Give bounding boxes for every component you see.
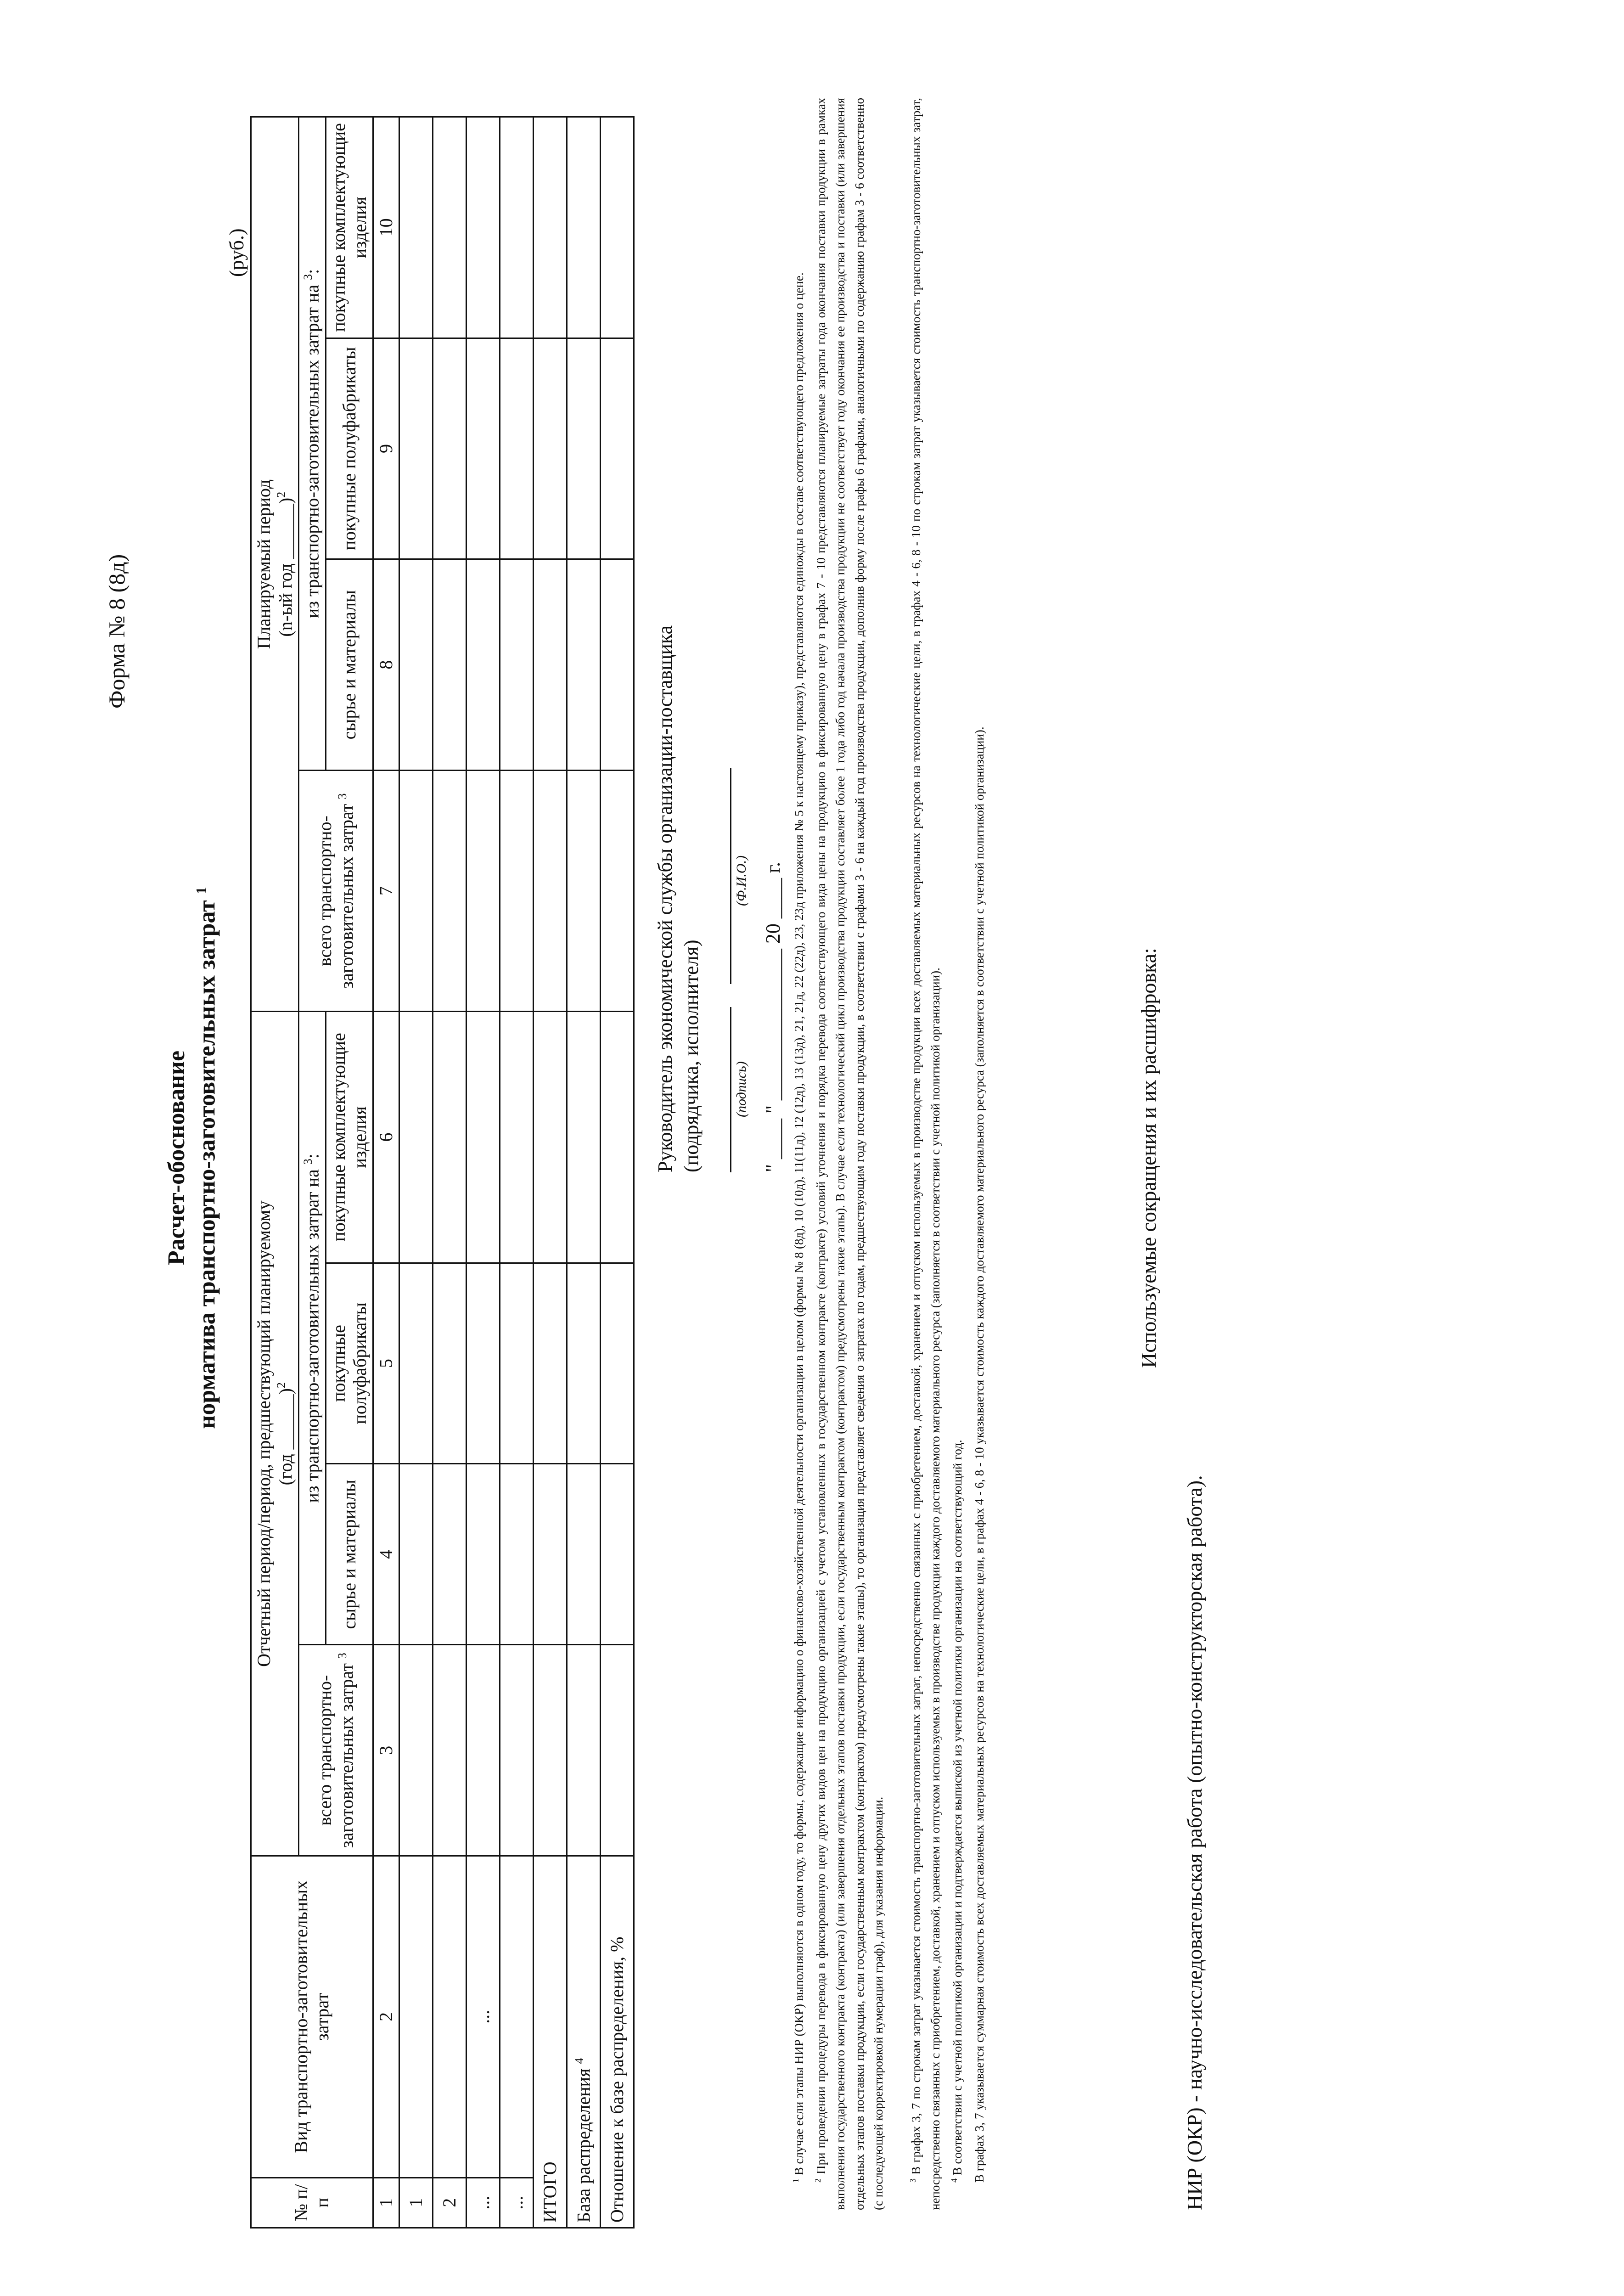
ratio-row [600, 117, 634, 2228]
table-cell [533, 1012, 567, 1263]
table-cell [466, 559, 500, 771]
footnote-mark: 4 [572, 2058, 586, 2064]
header-components: покупные комплектующие изделия [326, 1012, 373, 1263]
table-cell [433, 559, 466, 771]
date-quote-close: " [762, 1105, 784, 1114]
table-cell [533, 559, 567, 771]
footnote-text: В соответствии с учетной политикой организации и подтверждается выпиской из учетной политики организации на соответствующий год. [950, 1440, 964, 2176]
table-cell [399, 559, 433, 771]
header-reporting-period [251, 1012, 299, 1856]
table-cell [500, 1012, 533, 1263]
table-cell [533, 117, 567, 338]
table-cell [567, 338, 600, 559]
col-number: 9 [373, 338, 399, 559]
table-cell [433, 770, 466, 1011]
col-number: 1 [373, 2178, 399, 2228]
footnote [970, 98, 989, 2210]
header-raw-materials: сырье и материалы [326, 1464, 373, 1645]
table-cell [399, 117, 433, 338]
of-which-label: из транспортно-заготовительных затрат на [302, 284, 323, 619]
table-cell [533, 338, 567, 559]
row-number: 1 [399, 2178, 433, 2228]
table-cell [466, 1263, 500, 1464]
date-year: 20 [762, 923, 784, 944]
header-of-which-reporting [299, 1012, 326, 1645]
col-number: 3 [373, 1645, 399, 1856]
footnote [812, 98, 888, 2210]
table-cell [399, 1012, 433, 1263]
signature-line[interactable] [730, 1007, 731, 1172]
table-cell [533, 1645, 567, 1856]
document-subtitle [193, 0, 220, 2296]
col-number: 10 [373, 117, 399, 338]
table-cell [567, 1012, 600, 1263]
col-number: 4 [373, 1464, 399, 1645]
table-cell [600, 559, 634, 771]
table-cell [533, 1263, 567, 1464]
form-number: Форма № 8 (8д) [104, 554, 129, 709]
header-semi-products: покупные полуфабрикаты [326, 338, 373, 559]
footnote-mark: 3 [908, 2178, 918, 2183]
base-label-cell [567, 1856, 600, 2228]
table-cell [433, 117, 466, 338]
total-label-cell: ИТОГО [533, 1856, 567, 2228]
footnote-mark: 1 [193, 887, 209, 895]
of-which-label: из транспортно-заготовительных затрат на [302, 1169, 323, 1503]
table-cell [600, 1263, 634, 1464]
row-kind [500, 1856, 533, 2178]
table-cell [500, 1263, 533, 1464]
header-kind: Вид транспортно-заготовительных затрат [251, 1856, 373, 2178]
transport-costs-table [250, 116, 635, 2228]
footnote [907, 98, 945, 2210]
reporting-year-label: (год ______) [275, 1388, 296, 1486]
table-cell [466, 338, 500, 559]
ratio-label-cell: Отношение к базе распределения, % [600, 1856, 634, 2228]
table-cell [600, 1012, 634, 1263]
header-of-which-planned [299, 117, 326, 771]
date-suffix: г. [762, 861, 784, 873]
name-caption: (Ф.И.О.) [734, 855, 749, 906]
total-label: всего транспортно-заготовительных затрат [314, 804, 357, 989]
title-line-2: норматива транспортно-заготовительных затрат [194, 900, 220, 1429]
of-which-colon: : [302, 269, 323, 274]
reporting-period-year [275, 1017, 296, 1851]
table-cell [399, 338, 433, 559]
table-cell [567, 770, 600, 1011]
col-number: 5 [373, 1263, 399, 1464]
table-cell [500, 770, 533, 1011]
header-num: № п/п [251, 2178, 373, 2228]
table-cell [433, 1645, 466, 1856]
table-cell [433, 1012, 466, 1263]
name-line[interactable] [730, 768, 731, 984]
table-cell [600, 338, 634, 559]
table-cell [433, 1263, 466, 1464]
table-cell [600, 770, 634, 1011]
table-cell [500, 559, 533, 771]
header-raw-materials: сырье и материалы [326, 559, 373, 771]
header-planned-period [251, 117, 299, 1012]
table-cell [567, 1464, 600, 1645]
table-row [433, 117, 466, 2228]
signature-title: Руководитель экономической службы организации-поставщика [654, 625, 676, 1172]
signature-block [652, 625, 784, 1172]
abbreviations-title: Используемые сокращения и их расшифровка: [1137, 948, 1160, 1368]
reporting-period-title: Отчетный период/период, предшествующий планируемому [253, 1200, 274, 1667]
col-number: 6 [373, 1012, 399, 1263]
footnote-text: При проведении процедуры перевода в фиксированную цену других видов цен на продукцию организацией с учетом установленных в государственном контракте (контракте) условий уточнения и порядка перевода соответствующего вида цены на продукцию в фиксированную цену в графах 7 - 10 представляются планируемые затраты года окончания поставки продукции в рамках выполнения государственного контракта (контракта) (или завершения отдельных этапов поставки продукции, если государственным контрактом (контрактом) предусмотрены такие этапы). В случае если технологический цикл производства продукции составляет более 1 года либо год начала производства продукции не соответствует году окончания ее производства и поставки (или завершения отдельных этапов поставки продукции, если государственным контрактом (контрактом) предусмотрены такие этапы), то организация представляет сведения о затратах по годам, предшествующим году поставки продукции, в соответствии с графами 3 - 6 на каждый год производства продукции, дополнив форму после графы 6 графами, аналогичными по содержанию графам 3 - 6 соответственно (с последующей корректировкой нумерации граф), для указания информации. [814, 98, 886, 2210]
footnote-mark: 4 [949, 2178, 959, 2183]
table-cell [600, 1645, 634, 1856]
footnote-mark: 1 [791, 2178, 800, 2183]
footnotes [790, 98, 992, 2210]
row-number: 2 [433, 2178, 466, 2228]
table-cell [500, 338, 533, 559]
table-cell [466, 117, 500, 338]
header-semi-products: покупные полуфабрикаты [326, 1263, 373, 1464]
table-cell [500, 1645, 533, 1856]
header-components: покупные комплектующие изделия [326, 117, 373, 338]
footnote-mark: 3 [301, 1159, 315, 1165]
table-cell [466, 770, 500, 1011]
table-cell [399, 770, 433, 1011]
col-number: 2 [373, 1856, 399, 2178]
table-cell [533, 770, 567, 1011]
date-quote-open: " [762, 1164, 784, 1172]
footnote-mark: 3 [301, 274, 315, 280]
signature-caption: (подпись) [734, 1061, 749, 1117]
table-cell [399, 1263, 433, 1464]
col-number: 8 [373, 559, 399, 771]
table-cell [466, 1645, 500, 1856]
footnote [790, 98, 809, 2210]
footnote-text: В графах 3, 7 по строкам затрат указывается стоимость транспортно-заготовительных затрат, непосредственно связанных с приобретением, доставкой, хранением и отпуском используемых в производстве продукции всех доставляемых материальных ресурсов на технологические цели, в графах 4 - 6, 8 - 10 по строкам затрат указывается стоимость транспортно-заготовительных затрат, непосредственно связанных с приобретением, доставкой, хранением и отпуском используемых в производстве продукции каждого доставляемого материального ресурса (заполняется в соответствии с учетной политикой организации). [909, 98, 943, 2210]
footnote-mark: 3 [335, 793, 349, 799]
table-cell [399, 1464, 433, 1645]
row-number: ... [466, 2178, 500, 2228]
table-cell [466, 1012, 500, 1263]
footnote-mark: 3 [335, 1653, 349, 1659]
footnote [948, 98, 967, 2210]
footnote-mark: 2 [275, 1382, 288, 1389]
table-cell [466, 1464, 500, 1645]
table-cell [567, 1263, 600, 1464]
col-number: 7 [373, 770, 399, 1011]
planned-period-title: Планируемый период [253, 479, 274, 649]
row-kind [433, 1856, 466, 2178]
date-line: " ____ " _______________ 20 ____ г. [762, 861, 784, 1172]
document-title [163, 0, 190, 2296]
planned-year-label: (n-ый год ______) [275, 497, 296, 637]
table-row [466, 117, 500, 2228]
header-total-planned [299, 770, 373, 1011]
table-cell [600, 117, 634, 338]
row-kind: ... [466, 1856, 500, 2178]
of-which-colon: : [302, 1154, 323, 1159]
row-kind [399, 1856, 433, 2178]
row-number: ... [500, 2178, 533, 2228]
base-label: База распределения [573, 2068, 594, 2223]
table-cell [567, 117, 600, 338]
table-cell [399, 1645, 433, 1856]
footnote-text: В случае если этапы НИР (ОКР) выполняются в одном году, то формы, содержащие информацию о финансово-хозяйственной деятельности организации в целом (формы № 8 (8д), 10 (10д), 11(11д), 12 (12д), 13 (13д), 21, 21д, 22 (22д), 23, 23д приложения № 5 к настоящему приказу), представляются единожды в составе соответствующего предложения о цене. [792, 272, 806, 2176]
table-cell [500, 117, 533, 338]
table-cell [567, 559, 600, 771]
table-row [399, 117, 433, 2228]
signature-subtitle: (подрядчика, исполнителя) [680, 940, 703, 1172]
table-cell [500, 1464, 533, 1645]
table-row [500, 117, 533, 2228]
title-line-1: Расчет-обоснование [163, 1050, 190, 1266]
base-row [567, 117, 600, 2228]
unit-label: (руб.) [225, 228, 248, 277]
table-cell [600, 1464, 634, 1645]
column-numbers-row [373, 117, 399, 2228]
footnote-mark: 2 [813, 2178, 822, 2183]
table-cell [433, 338, 466, 559]
table-cell [533, 1464, 567, 1645]
abbreviation-item: НИР (ОКР) - научно-исследовательская работа (опытно-конструкторская работа). [1183, 1475, 1206, 2210]
footnote-text: В графах 3, 7 указывается суммарная стоимость всех доставляемых материальных ресурсов на технологические цели, в графах 4 - 6, 8 - 10 указывается стоимость каждого доставляемого материального ресурса (заполняется в соответствии с учетной политикой организации). [972, 726, 986, 2183]
footnote-mark: 2 [275, 491, 288, 498]
table-cell [433, 1464, 466, 1645]
table-cell [567, 1645, 600, 1856]
header-total-reporting [299, 1645, 373, 1856]
planned-period-year [275, 122, 296, 1006]
total-label: всего транспортно-заготовительных затрат [314, 1663, 357, 1848]
total-row [533, 117, 567, 2228]
